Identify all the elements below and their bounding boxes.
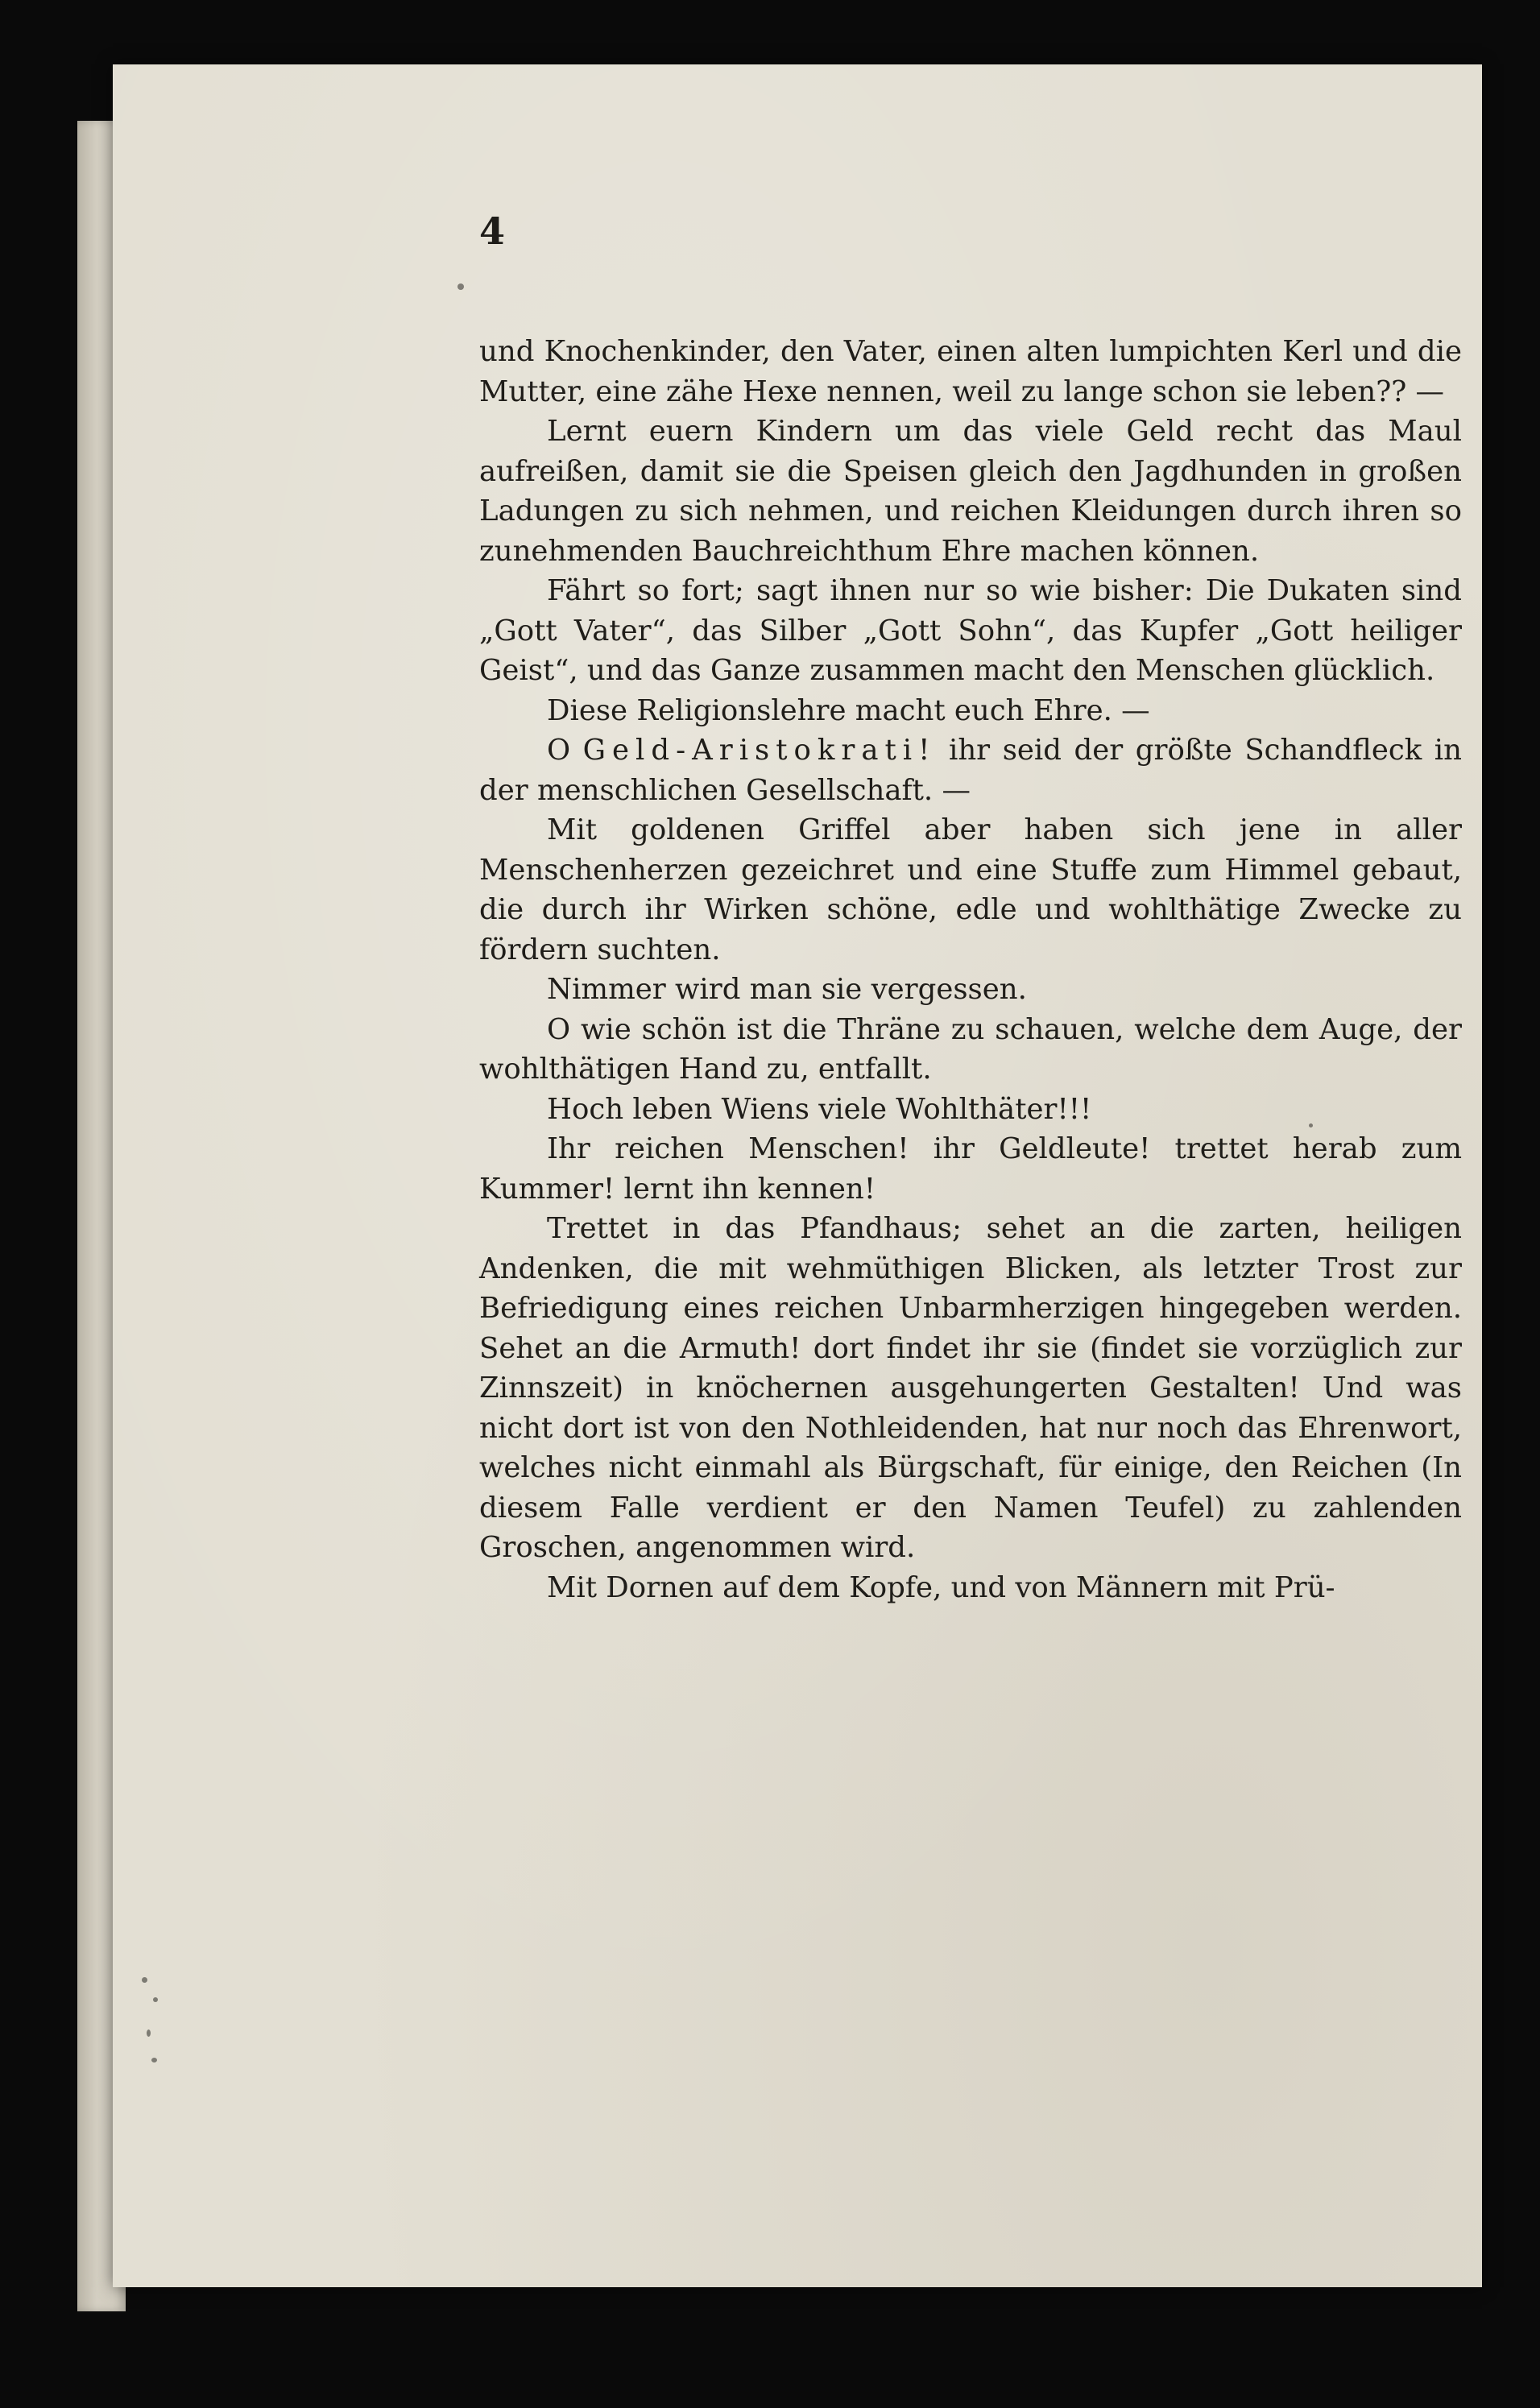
paper-speck [153, 1997, 158, 2002]
paragraph-7: Nimmer wird man sie vergessen. [547, 973, 1027, 1006]
body-text [479, 332, 1462, 1607]
paper-speck [1309, 1123, 1313, 1127]
paragraph-6: Mit goldenen Griffel aber haben sich jene in aller Menschenherzen gezeichret und eine Stuffe zum Himmel gebaut, die durch ihr Wirken schöne, edle und wohlthätige Zwecke zu fördern suchten. [479, 813, 1462, 966]
paragraph-2: Lernt euern Kindern um das viele Geld recht das Maul aufreißen, damit sie die Speisen gleich den Jagdhunden in großen Ladungen zu sich nehmen, und reichen Kleidungen durch ihren so zunehmenden Bauchreichthum Ehre machen können. [479, 415, 1462, 568]
paragraph-3: Fährt so fort; sagt ihnen nur so wie bisher: Die Dukaten sind „Gott Vater“, das Silber „Gott Sohn“, das Kupfer „Gott heiliger Geist“, und das Ganze zusammen macht den Menschen glücklich. [479, 574, 1462, 687]
paper-speck [457, 283, 464, 290]
paragraph-4: Diese Religionslehre macht euch Ehre. — [547, 693, 1150, 727]
aristokrat-prefix: O [547, 734, 583, 767]
paragraph-aristokrat [479, 730, 1462, 810]
aristokrat-suffix: ihr seid der größte Schandfleck in der menschlichen Gesellschaft. — [479, 734, 1462, 807]
page-number: 4 [479, 209, 506, 253]
paper-speck [151, 2058, 157, 2063]
paragraph-12: Mit Dornen auf dem Kopfe, und von Männern mit Prü- [547, 1570, 1335, 1604]
paragraph-11: Trettet in das Pfandhaus; sehet an die zarten, heiligen Andenken, die mit wehmüthigen Blicken, als letzter Trost zur Befriedigung eines reichen Unbarmherzigen hingegeben werden. Sehet an die Armuth! dort findet ihr sie (findet sie vorzüglich zur Zinnszeit) in knöchernen ausgehungerten Gestalten! Und was nicht dort ist von den Nothleidenden, hat nur noch das Ehrenwort, welches nicht einmahl als Bürgschaft, für einige, den Reichen (In diesem Falle verdient er den Namen Teufel) zu zahlenden Groschen, angenommen wird. [479, 1212, 1462, 1564]
paper-speck [142, 1977, 147, 1983]
paragraph-8: O wie schön ist die Thräne zu schauen, welche dem Auge, der wohlthätigen Hand zu, entfallt. [479, 1012, 1462, 1086]
paragraph-9: Hoch leben Wiens viele Wohlthäter!!! [547, 1092, 1092, 1126]
aristokrat-spaced: Geld-Aristokrati! [582, 734, 937, 767]
paper-speck [147, 2029, 151, 2037]
paragraph-1: und Knochenkinder, den Vater, einen alten lumpichten Kerl und die Mutter, eine zähe Hexe nennen, weil zu lange schon sie leben?? — [479, 335, 1462, 408]
paragraph-10: Ihr reichen Menschen! ihr Geldleute! trettet herab zum Kummer! lernt ihn kennen! [479, 1132, 1462, 1206]
